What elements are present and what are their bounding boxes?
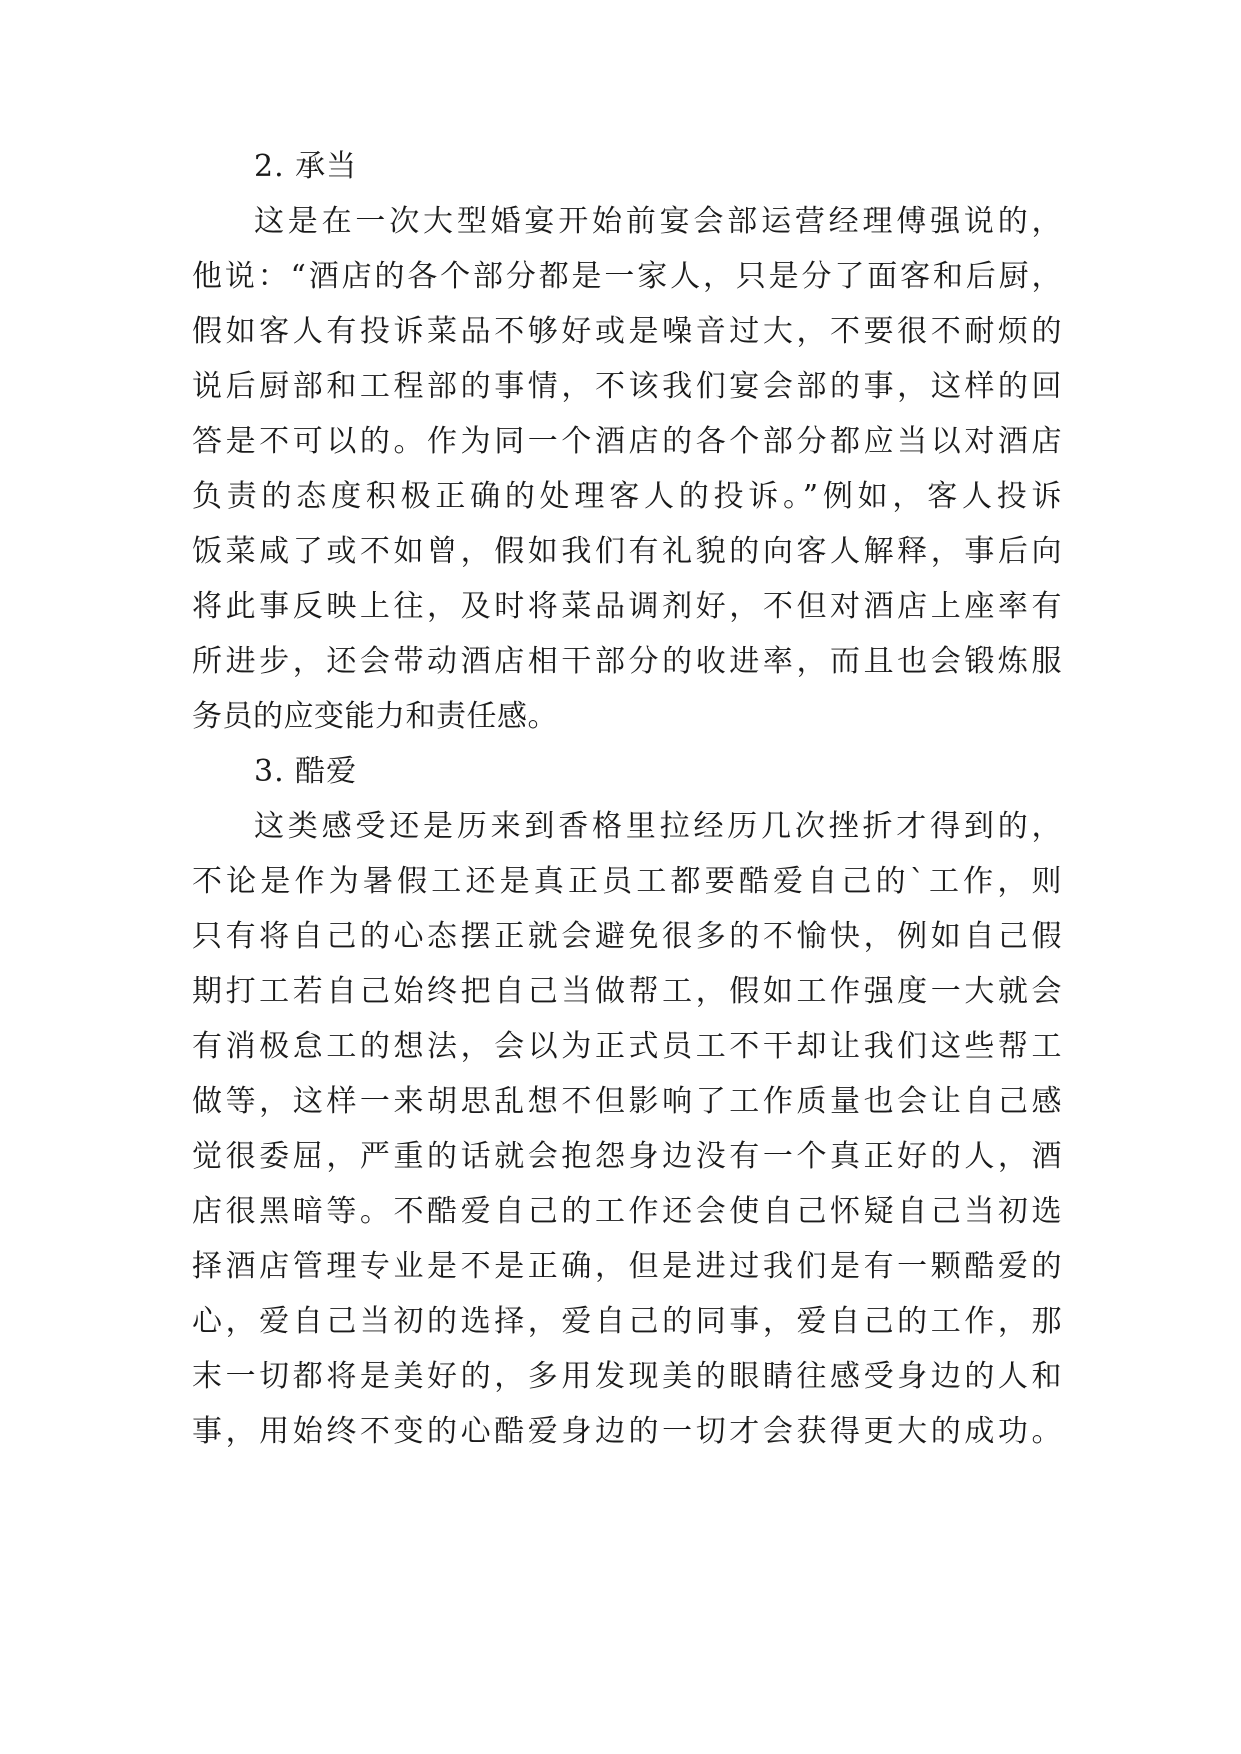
- paragraph-line: 做等，这样一来胡思乱想不但影响了工作质量也会让自己感: [192, 1084, 1062, 1119]
- paragraph-line: 末一切都将是美好的，多用发现美的眼睛往感受身边的人和: [192, 1359, 1062, 1394]
- paragraph-line: 说后厨部和工程部的事情，不该我们宴会部的事，这样的回: [192, 369, 1062, 404]
- section-heading: 2. 承当: [254, 149, 358, 184]
- paragraph-line: 有消极怠工的想法，会以为正式员工不干却让我们这些帮工: [192, 1029, 1062, 1064]
- paragraph-line: 他说：“酒店的各个部分都是一家人，只是分了面客和后厨，: [192, 259, 1062, 294]
- paragraph-line: 期打工若自己始终把自己当做帮工，假如工作强度一大就会: [192, 974, 1062, 1009]
- paragraph-line: 饭菜咸了或不如曾，假如我们有礼貌的向客人解释，事后向: [192, 534, 1062, 569]
- paragraph-line: 不论是作为暑假工还是真正员工都要酷爱自己的`工作，则: [192, 864, 1062, 899]
- paragraph-line: 将此事反映上往，及时将菜品调剂好，不但对酒店上座率有: [192, 589, 1062, 624]
- paragraph-line: 务员的应变能力和责任感。: [192, 699, 558, 734]
- paragraph-line: 心，爱自己当初的选择，爱自己的同事，爱自己的工作，那: [192, 1304, 1062, 1339]
- paragraph-line: 答是不可以的。作为同一个酒店的各个部分都应当以对酒店: [192, 424, 1062, 459]
- paragraph-line: 这是在一次大型婚宴开始前宴会部运营经理傅强说的，: [254, 204, 1062, 239]
- paragraph-line: 所进步，还会带动酒店相干部分的收进率，而且也会锻炼服: [192, 644, 1062, 679]
- section-heading: 3. 酷爱: [254, 754, 358, 789]
- paragraph-line: 这类感受还是历来到香格里拉经历几次挫折才得到的，: [254, 809, 1062, 844]
- paragraph-line: 择酒店管理专业是不是正确，但是进过我们是有一颗酷爱的: [192, 1249, 1062, 1284]
- paragraph-line: 觉很委屈，严重的话就会抱怨身边没有一个真正好的人，酒: [192, 1139, 1062, 1174]
- paragraph-line: 只有将自己的心态摆正就会避免很多的不愉快，例如自己假: [192, 919, 1062, 954]
- paragraph-line: 事，用始终不变的心酷爱身边的一切才会获得更大的成功。: [192, 1414, 1062, 1449]
- paragraph-line: 负责的态度积极正确的处理客人的投诉。”例如，客人投诉: [192, 479, 1062, 514]
- paragraph-line: 店很黑暗等。不酷爱自己的工作还会使自己怀疑自己当初选: [192, 1194, 1062, 1229]
- paragraph-line: 假如客人有投诉菜品不够好或是噪音过大，不要很不耐烦的: [192, 314, 1062, 349]
